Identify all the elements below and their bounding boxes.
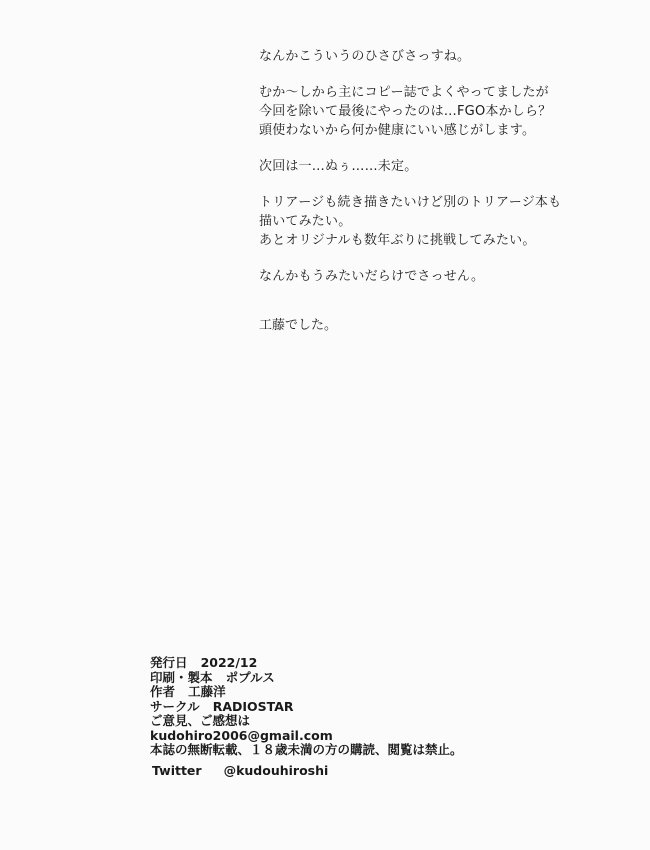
afterword [259, 47, 629, 303]
circle-value: RADIOSTAR [212, 698, 294, 714]
afterword-paragraph-1 [259, 47, 629, 66]
text-line: あとオリジナルも数年ぶりに挑戦してみたい。 [259, 233, 536, 248]
colophon-author [150, 685, 463, 700]
twitter-label: Twitter [152, 763, 202, 778]
author-value: 工藤洋 [188, 684, 226, 699]
circle-label: サークル [150, 698, 200, 714]
text-line: トリアージも続き描きたいけど別のトリアージ本も [259, 195, 562, 210]
issue-date-label: 発行日 [150, 655, 188, 670]
colophon-issue-date [150, 656, 463, 671]
colophon-circle [150, 700, 463, 715]
afterword-paragraph-3 [259, 157, 629, 176]
afterword-paragraph-2 [259, 83, 629, 140]
text-line: 次回は一…ぬぅ……未定。 [259, 159, 418, 174]
text-line: 描いてみたい。 [259, 214, 352, 229]
text-line: むか～しから主にコピー誌でよくやってましたが [259, 85, 549, 100]
text-line: なんかこういうのひさびさっすね。 [259, 49, 471, 64]
author-label: 作者 [150, 684, 176, 699]
afterword-paragraph-4 [259, 193, 629, 250]
twitter-handle: @kudouhiroshi [223, 763, 329, 778]
twitter-line [152, 763, 328, 778]
colophon [150, 656, 463, 758]
printing-value: ポプルス [225, 669, 275, 685]
reprint-notice: 本誌の無断転載、１８歳未満の方の購読、閲覧は禁止。 [150, 742, 463, 757]
text-line: 今回を除いて最後にやったのは…FGO本かしら？ [259, 104, 552, 119]
printing-label: 印刷・製本 [150, 669, 213, 685]
text-line: なんかもうみたいだらけでさっせん。 [259, 269, 485, 284]
signoff: 工藤でした。 [259, 318, 338, 333]
afterword-paragraph-5 [259, 267, 629, 286]
feedback-label: ご意見、ご感想は [150, 713, 251, 728]
contact-email: kudohiro2006@gmail.com [150, 727, 333, 743]
text-line: 頭使わないから何か健康にいい感じがします。 [259, 123, 536, 138]
colophon-printing [150, 671, 463, 686]
issue-date-value: 2022/12 [200, 655, 258, 670]
